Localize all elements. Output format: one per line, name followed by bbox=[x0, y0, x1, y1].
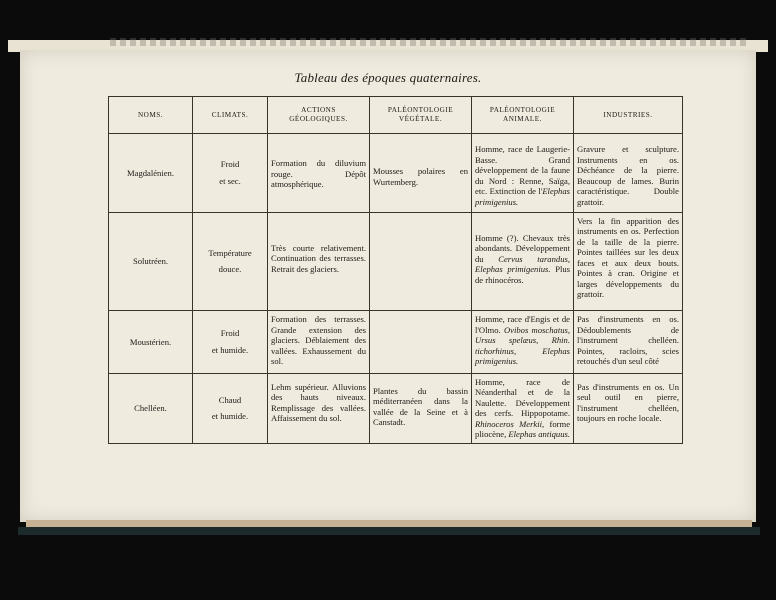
book-cover-edge bbox=[18, 527, 760, 535]
row-vegetale: Plantes du bassin méditerranéen dans la vallée de la Seine et à Canstadt. bbox=[370, 373, 472, 443]
row-climat: Chaud et humide. bbox=[193, 373, 268, 443]
quaternary-epochs-table bbox=[108, 96, 683, 444]
bleed-through-text bbox=[110, 38, 750, 46]
row-climat: Température douce. bbox=[193, 212, 268, 311]
header-noms: NOMS. bbox=[109, 97, 193, 134]
row-nom: Moustérien. bbox=[109, 311, 193, 373]
row-vegetale bbox=[370, 212, 472, 311]
row-actions: Formation du diluvium rouge. Dépôt atmosphérique. bbox=[268, 134, 370, 213]
row-climat: Froid et humide. bbox=[193, 311, 268, 373]
row-animale: Homme, race d'Engis et de l'Olmo. Ovibos moschatus, Ursus spelæus, Rhin. tichorhinus, Elephas primigenius. bbox=[472, 311, 574, 373]
row-industries: Gravure et sculpture. Instruments en os. Déchéance de la pierre. Beaucoup de lames. Burin caractéristique. Double grattoir. bbox=[574, 134, 683, 213]
table-row bbox=[109, 311, 683, 373]
row-nom: Solutréen. bbox=[109, 212, 193, 311]
row-actions: Très courte relativement. Continuation des terrasses. Retrait des glaciers. bbox=[268, 212, 370, 311]
header-paleo-animale: PALÉONTOLOGIE ANIMALE. bbox=[472, 97, 574, 134]
row-nom: Chelléen. bbox=[109, 373, 193, 443]
row-actions: Formation des terrasses. Grande extension des glaciers. Déblaiement des vallées. Exhaussement du sol. bbox=[268, 311, 370, 373]
header-paleo-vegetale: PALÉONTOLOGIE VÉGÉTALE. bbox=[370, 97, 472, 134]
row-animale: Homme, race de Néanderthal et de la Naulette. Développement des cerfs. Hippopotame. Rhinoceros Merkii, forme pliocène, Elephas antiquus. bbox=[472, 373, 574, 443]
table-header-row bbox=[109, 97, 683, 134]
row-actions: Lehm supérieur. Alluvions des hauts niveaux. Remplissage des vallées. Affaissement du sol. bbox=[268, 373, 370, 443]
row-industries: Pas d'instruments en os. Dédoublements de l'instrument chelléen. Pointes, racloirs, scies retouchés d'un seul côté bbox=[574, 311, 683, 373]
page-title: Tableau des époques quaternaires. bbox=[294, 70, 482, 85]
table-row bbox=[109, 373, 683, 443]
row-nom: Magdalénien. bbox=[109, 134, 193, 213]
header-actions: ACTIONS GÉOLOGIQUES. bbox=[268, 97, 370, 134]
table-row bbox=[109, 212, 683, 311]
book-page bbox=[20, 50, 756, 522]
row-animale: Homme (?). Chevaux très abondants. Développement du Cervus tarandus, Elephas primigenius. Plus de rhinocéros. bbox=[472, 212, 574, 311]
header-climats: CLIMATS. bbox=[193, 97, 268, 134]
table-row bbox=[109, 134, 683, 213]
header-industries: INDUSTRIES. bbox=[574, 97, 683, 134]
row-industries: Pas d'instruments en os. Un seul outil en pierre, l'instrument chelléen, toujours en roche locale. bbox=[574, 373, 683, 443]
row-vegetale bbox=[370, 311, 472, 373]
row-industries: Vers la fin apparition des instruments en os. Perfection de la taille de la pierre. Pointes taillées sur les deux faces et aux deux bouts. Pointes à cran. Origine et larges développements du grattoir. bbox=[574, 212, 683, 311]
row-climat: Froid et sec. bbox=[193, 134, 268, 213]
row-animale: Homme, race de Laugerie-Basse. Grand développement de la faune du Nord : Renne, Saïga, etc. Extinction de l'Elephas primigenius. bbox=[472, 134, 574, 213]
row-vegetale: Mousses polaires en Wurtemberg. bbox=[370, 134, 472, 213]
